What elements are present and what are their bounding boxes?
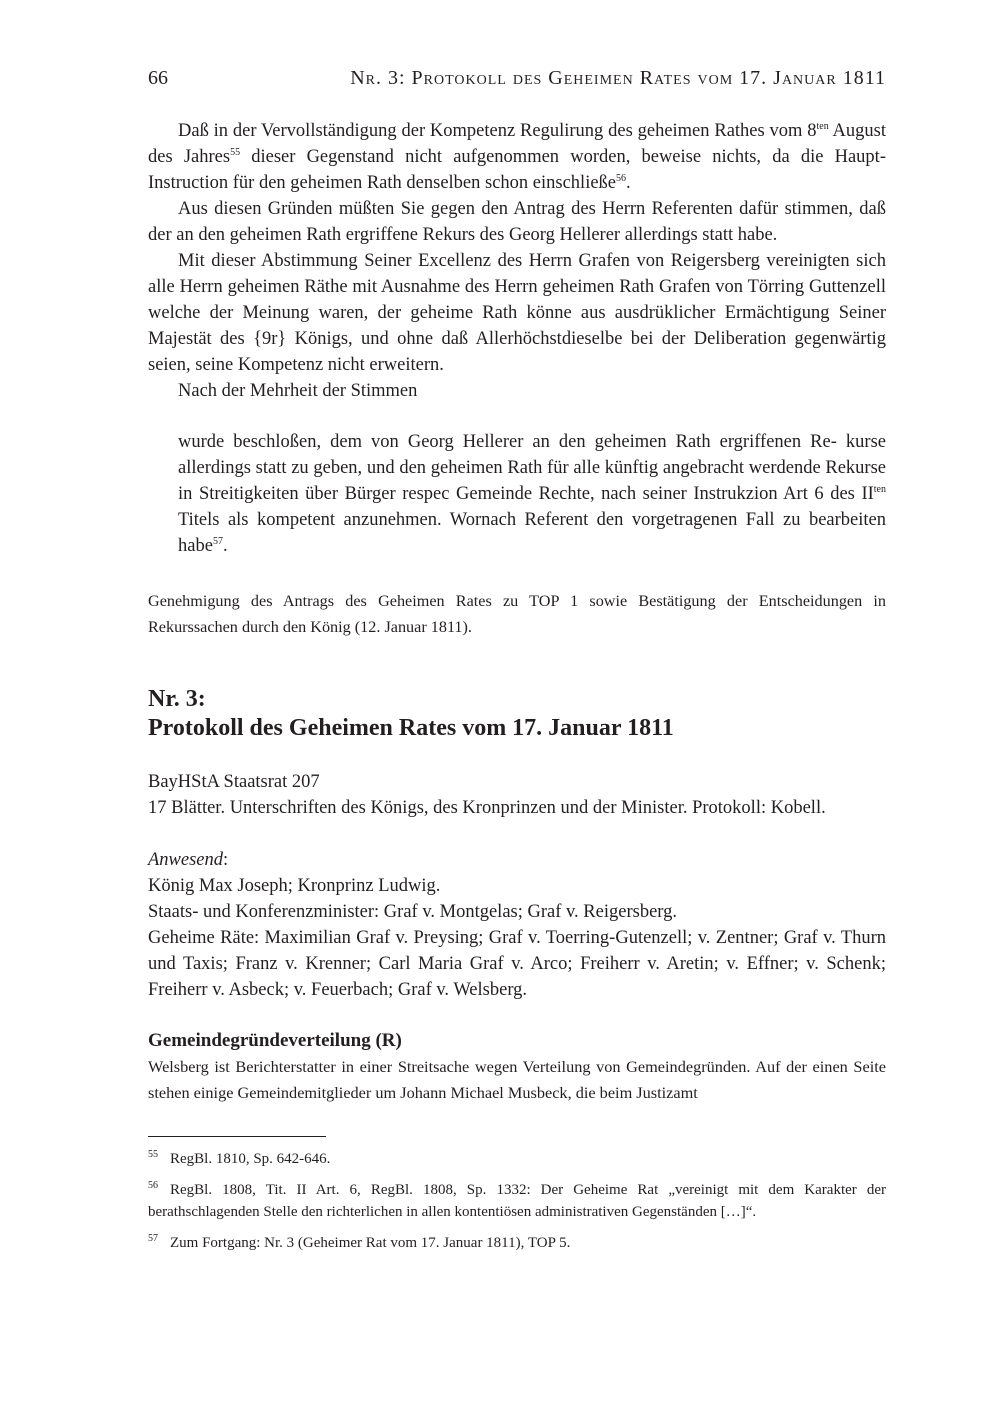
attendance-block [148,847,886,1003]
running-title: Nr. 3: Protokoll des Geheimen Rates vom 17. Januar 1811 [350,67,886,89]
decision-text [178,429,886,559]
attendance-royals: König Max Joseph; Kronprinz Ludwig. [148,876,441,896]
footnote-ref-57[interactable]: 57 [212,536,223,547]
footnote-ref-56[interactable]: 56 [616,173,627,184]
footnote-56 [148,1179,886,1223]
section-heading: Gemeindegründeverteilung (R) [148,1030,402,1051]
footnote-text: RegBl. 1810, Sp. 642-646. [170,1151,331,1167]
attendance-councillors: Geheime Räte: Maximilian Graf v. Preysing; Graf v. Toerring-Gutenzell; v. Zentner; Graf v. Thurn und Taxis; Franz v. Krenner; Carl Maria Graf v. Arco; Freiherr v. Aretin; v. Effner; v. Schenk; Freiherr v. Asbeck; v. Feuerbach; Graf v. Welsberg. [148,928,886,1000]
attendance-label-line [148,847,886,873]
attendance-ministers: Staats- und Konferenzminister: Graf v. Montgelas; Graf v. Reigersberg. [148,902,677,922]
archive-reference: BayHStA Staatsrat 207 [148,772,320,792]
footnote-divider [148,1136,326,1137]
protocol-text [148,118,886,404]
title-text: Protokoll des Geheimen Rates vom 17. Januar 1811 [148,715,674,741]
footnote-55 [148,1148,886,1170]
title-number: Nr. 3: [148,686,206,712]
source-block [148,769,886,821]
text-run: : [223,850,229,870]
paragraph-vote: Mit dieser Abstimmung Seiner Excellenz des Herrn Grafen von Reigersberg vereinigten sich alle Herrn geheimen Räthe mit Ausnahme des Herrn geheimen Rath Grafen von Törring Guttenzell welche der Meinung waren, der geheime Rath könne aus ausdrüklicher Ermächtigung Seiner Majestät des {9r} Königs, und ohne daß Allerhöchstdieselbe bei der Deliberation gegenwärtig seien, seine Kompetenz nicht erweitern. [148,251,886,375]
footnote-ref-55[interactable]: 55 [230,147,241,158]
section-text: Welsberg ist Berichterstatter in einer Streitsache wegen Verteilung von Gemeindegründen. Auf der einen Seite stehen einige Gemeindemitglieder um Johann Michael Musbeck, die beim Justizamt [148,1057,886,1102]
text-run: August des Jahres [148,121,886,167]
decision-block [178,429,886,559]
text-run: kurse allerdings statt zu geben, und den geheimen Rath für alle künftig angebracht werdende Rekurse in Streitigkeiten über Bürger respec Gemeinde Rechte, nach seiner Instrukzion Art 6 des II [178,432,886,504]
attendance-label: Anwesend [148,850,224,870]
footnotes [148,1148,886,1263]
approval-note [148,588,886,640]
text-run: dieser Gegenstand nicht aufgenommen worden, beweise nichts, da die Haupt-Instruction für den geheimen Rath denselben schon einschließe [148,147,886,193]
footnote-57 [148,1232,886,1254]
paragraph-competence [148,118,886,196]
paragraph-reasons: Aus diesen Gründen müßten Sie gegen den Antrag des Herrn Referenten dafür stimmen, daß der an den geheimen Rath ergriffene Rekurs des Georg Hellerer allerdings statt habe. [148,199,886,245]
text-run: Daß in der Vervollständigung der Kompetenz Regulirung des geheimen Rathes vom 8 [178,121,817,141]
text-run: . [626,173,631,193]
superscript: ten [873,484,886,495]
source-description: 17 Blätter. Unterschriften des Königs, des Kronprinzen und der Minister. Protokoll: Kobell. [148,798,826,818]
paragraph-majority: Nach der Mehrheit der Stimmen [178,381,418,401]
text-run: Titels als kompetent anzunehmen. Wornach Referent den vorgetragenen Fall zu bearbeiten habe [178,510,886,556]
footnote-text: Zum Fortgang: Nr. 3 (Geheimer Rat vom 17. Januar 1811), TOP 5. [170,1235,571,1251]
footnote-number: 56 [148,1180,158,1191]
running-head [148,66,886,90]
footnote-number: 57 [148,1233,158,1244]
approval-text: Genehmigung des Antrags des Geheimen Rates zu TOP 1 sowie Bestätigung der Entscheidungen in Rekurssachen durch den König (12. Januar 1811). [148,592,886,636]
text-run: . [222,536,228,556]
superscript: ten [816,121,829,132]
text-run: wurde beschloßen, dem von Georg Hellerer an den geheimen Rath ergriffenen Re- [178,432,837,452]
footnote-text: RegBl. 1808, Tit. II Art. 6, RegBl. 1808, Sp. 1332: Der Geheime Rat „vereinigt mit dem Karakter der berathschlagenden Stelle den richterlichen in allen kontentiösen administrativen Gegenständen […]“. [148,1182,886,1220]
document-title [148,685,886,743]
page-number: 66 [148,67,168,89]
agenda-section [148,1028,886,1106]
footnote-number: 55 [148,1149,158,1160]
